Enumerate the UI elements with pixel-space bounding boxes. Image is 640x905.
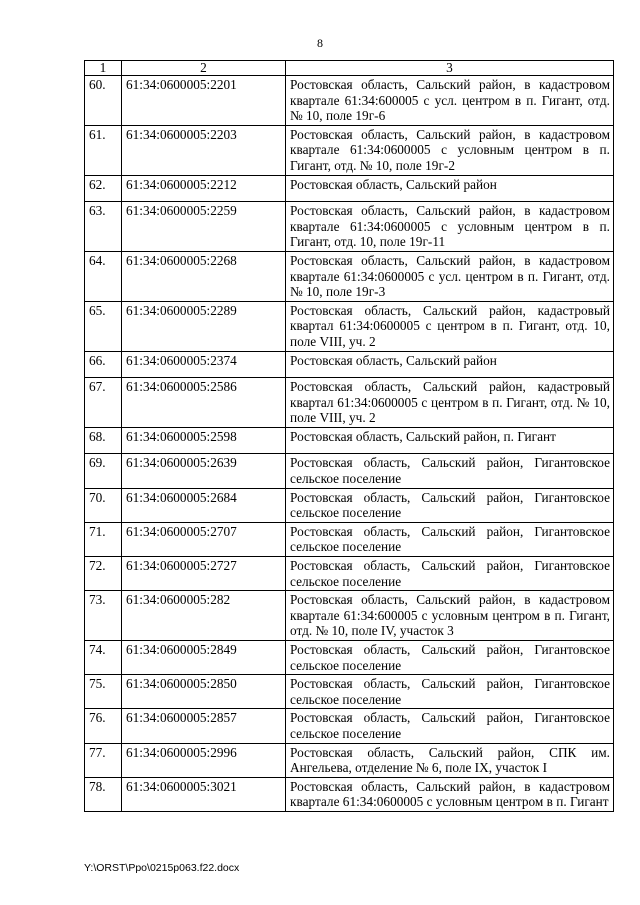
cadastral-number-cell: 61:34:0600005:2586 (122, 378, 286, 428)
cadastral-number-cell: 61:34:0600005:2857 (122, 709, 286, 743)
address-cell: Ростовская область, Сальский район, в кадастровом квартале 61:34:0600005 с условным центром в п. Гигант, отд. № 10, поле 19г-2 (286, 125, 614, 175)
address-cell: Ростовская область, Сальский район, Гигантовское сельское поселение (286, 488, 614, 522)
cadastral-number-cell: 61:34:0600005:2289 (122, 301, 286, 351)
row-number-cell: 63. (85, 202, 122, 252)
row-number-cell: 71. (85, 522, 122, 556)
table-row (85, 641, 614, 675)
column-header-address: 3 (286, 61, 614, 76)
cadastral-number-cell: 61:34:0600005:2212 (122, 175, 286, 202)
table-row (85, 557, 614, 591)
cadastral-number-cell: 61:34:0600005:2259 (122, 202, 286, 252)
table-row (85, 488, 614, 522)
cadastral-number-cell: 61:34:0600005:3021 (122, 777, 286, 811)
row-number-cell: 76. (85, 709, 122, 743)
address-cell: Ростовская область, Сальский район, СПК им. Ангельева, отделение № 6, поле IX, участок I (286, 743, 614, 777)
table-row (85, 454, 614, 488)
address-cell: Ростовская область, Сальский район, в кадастровом квартале 61:34:0600005 с усл. центром в п. Гигант, отд. № 10, поле 19г-3 (286, 251, 614, 301)
cadastral-number-cell: 61:34:0600005:2850 (122, 675, 286, 709)
address-cell: Ростовская область, Сальский район, в кадастровом квартале 61:34:0600005 с условным центром в п. Гигант (286, 777, 614, 811)
cadastral-number-cell: 61:34:0600005:2201 (122, 76, 286, 126)
row-number-cell: 62. (85, 175, 122, 202)
cadastral-table (84, 60, 614, 812)
table-row (85, 709, 614, 743)
row-number-cell: 70. (85, 488, 122, 522)
table-row (85, 743, 614, 777)
row-number-cell: 64. (85, 251, 122, 301)
cadastral-number-cell: 61:34:0600005:2996 (122, 743, 286, 777)
address-cell: Ростовская область, Сальский район, Гигантовское сельское поселение (286, 675, 614, 709)
address-cell: Ростовская область, Сальский район (286, 175, 614, 202)
table-row (85, 427, 614, 454)
address-cell: Ростовская область, Сальский район, кадастровый квартал 61:34:0600005 с центром в п. Гигант, отд. 10, поле VIII, уч. 2 (286, 301, 614, 351)
address-cell: Ростовская область, Сальский район, Гигантовское сельское поселение (286, 641, 614, 675)
row-number-cell: 66. (85, 351, 122, 378)
address-cell: Ростовская область, Сальский район, Гигантовское сельское поселение (286, 522, 614, 556)
row-number-cell: 65. (85, 301, 122, 351)
address-cell: Ростовская область, Сальский район, Гигантовское сельское поселение (286, 709, 614, 743)
row-number-cell: 67. (85, 378, 122, 428)
table-row (85, 591, 614, 641)
address-cell: Ростовская область, Сальский район, в кадастровом квартале 61:34:600005 с условным центром в п. Гигант, отд. № 10, поле IV, участок 3 (286, 591, 614, 641)
address-cell: Ростовская область, Сальский район (286, 351, 614, 378)
column-header-cadastral: 2 (122, 61, 286, 76)
table-row (85, 301, 614, 351)
address-cell: Ростовская область, Сальский район, Гигантовское сельское поселение (286, 557, 614, 591)
cadastral-number-cell: 61:34:0600005:2849 (122, 641, 286, 675)
cadastral-number-cell: 61:34:0600005:2374 (122, 351, 286, 378)
table-row (85, 175, 614, 202)
table-row (85, 378, 614, 428)
address-cell: Ростовская область, Сальский район, Гигантовское сельское поселение (286, 454, 614, 488)
cadastral-number-cell: 61:34:0600005:2707 (122, 522, 286, 556)
table-row (85, 125, 614, 175)
cadastral-number-cell: 61:34:0600005:282 (122, 591, 286, 641)
page-number: 8 (317, 36, 323, 50)
cadastral-number-cell: 61:34:0600005:2268 (122, 251, 286, 301)
address-cell: Ростовская область, Сальский район, в кадастровом квартале 61:34:600005 с усл. центром в п. Гигант, отд. № 10, поле 19г-6 (286, 76, 614, 126)
cadastral-number-cell: 61:34:0600005:2727 (122, 557, 286, 591)
row-number-cell: 61. (85, 125, 122, 175)
table-row (85, 76, 614, 126)
cadastral-number-cell: 61:34:0600005:2203 (122, 125, 286, 175)
address-cell: Ростовская область, Сальский район, в кадастровом квартале 61:34:0600005 с условным центром в п. Гигант, отд. 10, поле 19г-11 (286, 202, 614, 252)
table-row (85, 777, 614, 811)
cadastral-number-cell: 61:34:0600005:2684 (122, 488, 286, 522)
row-number-cell: 74. (85, 641, 122, 675)
table-row (85, 351, 614, 378)
table-row (85, 522, 614, 556)
file-path-footer: Y:\ORST\Ppo\0215p063.f22.docx (84, 862, 240, 874)
row-number-cell: 68. (85, 427, 122, 454)
row-number-cell: 72. (85, 557, 122, 591)
cadastral-number-cell: 61:34:0600005:2639 (122, 454, 286, 488)
row-number-cell: 73. (85, 591, 122, 641)
cadastral-number-cell: 61:34:0600005:2598 (122, 427, 286, 454)
address-cell: Ростовская область, Сальский район, п. Гигант (286, 427, 614, 454)
table-header-row (85, 61, 614, 76)
column-header-number: 1 (85, 61, 122, 76)
row-number-cell: 69. (85, 454, 122, 488)
address-cell: Ростовская область, Сальский район, кадастровый квартал 61:34:0600005 с центром в п. Гигант, отд. № 10, поле VIII, уч. 2 (286, 378, 614, 428)
table-row (85, 675, 614, 709)
table-row (85, 202, 614, 252)
row-number-cell: 60. (85, 76, 122, 126)
row-number-cell: 75. (85, 675, 122, 709)
row-number-cell: 78. (85, 777, 122, 811)
row-number-cell: 77. (85, 743, 122, 777)
table-row (85, 251, 614, 301)
